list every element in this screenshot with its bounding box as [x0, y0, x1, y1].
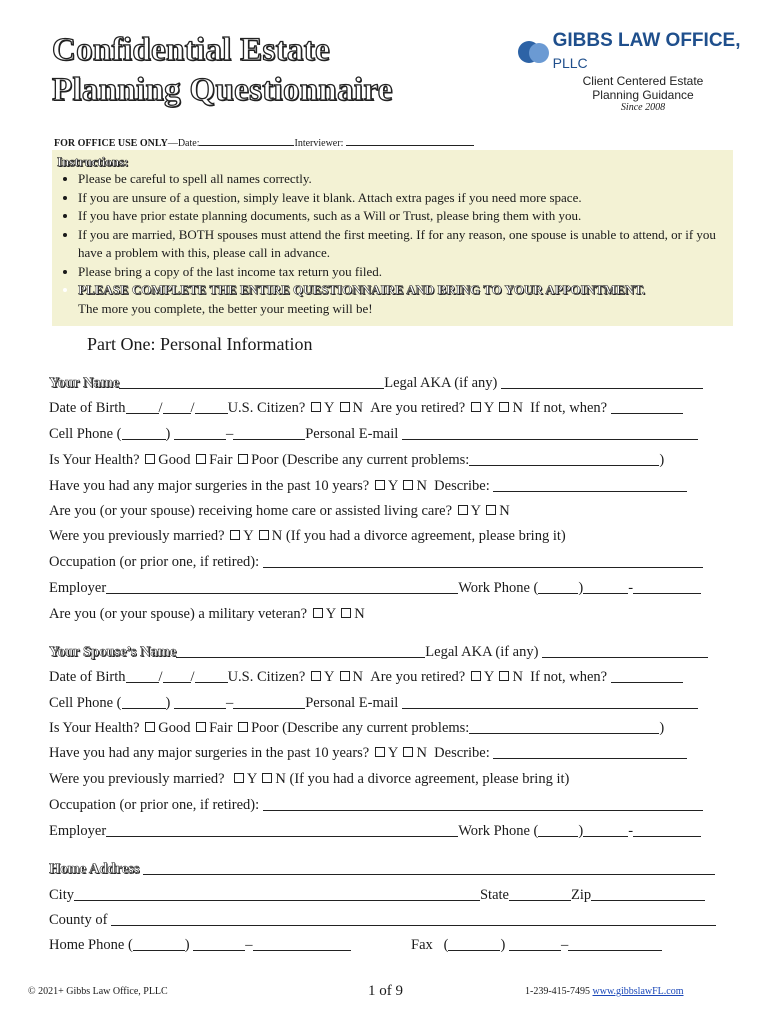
work-phone-label: Work Phone	[458, 580, 530, 596]
if-not-label: If not, when?	[530, 400, 608, 416]
spouse-health-good-checkbox[interactable]	[145, 722, 155, 732]
citizen-no-checkbox[interactable]	[340, 402, 350, 412]
divorce-note: (If you had a divorce agreement, please bring it)	[285, 528, 566, 544]
citizen-yes-checkbox[interactable]	[311, 402, 321, 412]
state-field[interactable]	[509, 886, 571, 901]
spouse-dob-year-field[interactable]	[195, 668, 228, 683]
retire-when-field[interactable]	[611, 399, 683, 414]
cell-area-field[interactable]	[122, 425, 166, 440]
logo-tagline-2: Planning Guidance	[592, 88, 694, 102]
spouse-divorce-note: (If you had a divorce agreement, please bring it)	[289, 771, 570, 787]
surgery-no-checkbox[interactable]	[403, 480, 413, 490]
dob-month-field[interactable]	[126, 399, 159, 414]
instruction-item: • If you are unsure of a question, simply leave it blank. Attach extra pages if you need more space.	[78, 189, 718, 208]
logo-name: GIBBS LAW OFFICE,	[552, 30, 741, 51]
spouse-surgery-describe-field[interactable]	[493, 744, 687, 759]
spouse-surgery-yes-checkbox[interactable]	[375, 747, 385, 757]
office-interviewer-label: Interviewer:	[294, 138, 344, 149]
spouse-married-label: Were you previously married?	[49, 771, 225, 787]
footer-phone: 1-239-415-7495	[525, 986, 590, 997]
office-use-line	[54, 136, 474, 149]
married-no-checkbox[interactable]	[259, 530, 269, 540]
veteran-no-checkbox[interactable]	[341, 608, 351, 618]
spouse-married-yes-checkbox[interactable]	[234, 773, 244, 783]
home-care-no-checkbox[interactable]	[486, 505, 496, 515]
county-label: County of	[49, 912, 108, 928]
instruction-item: • Please bring a copy of the last income tax return you filed.	[78, 263, 718, 282]
employer-label: Employer	[49, 580, 107, 596]
yes-label: Y	[483, 400, 494, 416]
employer-row: Employer Work Phone ( ) -	[49, 577, 729, 599]
aka-label: Legal AKA (if any)	[384, 375, 498, 391]
spouse-dob-label: Date of Birth	[49, 669, 126, 685]
spouse-cell-prefix-field[interactable]	[174, 694, 226, 709]
spouse-cell-area-field[interactable]	[122, 694, 166, 709]
spouse-aka-field[interactable]	[542, 643, 708, 658]
home-phone-area-field[interactable]	[133, 936, 185, 951]
county-row	[49, 909, 729, 931]
no-label: N	[416, 478, 427, 494]
fax-area-field[interactable]	[448, 936, 500, 951]
spouse-married-row	[49, 768, 729, 790]
spouse-email-field[interactable]	[402, 694, 698, 709]
fair-label: Fair	[209, 720, 233, 736]
spouse-work-line-field[interactable]	[633, 822, 701, 837]
city-field[interactable]	[74, 886, 480, 901]
document-title	[52, 30, 393, 110]
retired-yes-checkbox[interactable]	[471, 402, 481, 412]
spouse-health-label: Is Your Health?	[49, 720, 140, 736]
retired-label: Are you retired?	[370, 400, 466, 416]
cell-label: Cell Phone	[49, 426, 114, 442]
married-row	[49, 525, 729, 547]
firm-logo	[518, 30, 758, 113]
instruction-item-emphasis-text: PLEASE COMPLETE THE ENTIRE QUESTIONNAIRE AND BRING TO YOUR APPOINTMENT.	[78, 282, 646, 297]
your-name-field[interactable]	[119, 374, 384, 389]
veteran-row	[49, 603, 729, 625]
surgery-row	[49, 475, 729, 497]
instructions-title: Instructions:	[57, 154, 129, 169]
footer-copyright: © 2021+ Gibbs Law Office, PLLC	[28, 986, 168, 997]
home-phone-line-field[interactable]	[253, 936, 351, 951]
health-poor-checkbox[interactable]	[238, 454, 248, 464]
spouse-name-field[interactable]	[176, 643, 425, 658]
cell-prefix-field[interactable]	[174, 425, 226, 440]
email-field[interactable]	[402, 425, 698, 440]
footer-contact	[525, 986, 684, 997]
spouse-surgery-label: Have you had any major surgeries in the past 10 years?	[49, 745, 370, 761]
good-label: Good	[158, 720, 191, 736]
home-phone-prefix-field[interactable]	[193, 936, 245, 951]
cell-row: Cell Phone ( ) – Personal E-mail	[49, 423, 729, 445]
spouse-name-label: Your Spouse’s Name	[49, 644, 177, 660]
home-phone-label: Home Phone	[49, 937, 125, 953]
work-prefix-field[interactable]	[583, 579, 628, 594]
zip-label: Zip	[570, 887, 592, 903]
surgery-yes-checkbox[interactable]	[375, 480, 385, 490]
spouse-retire-when-field[interactable]	[611, 668, 683, 683]
no-label: N	[352, 400, 363, 416]
spouse-health-fair-checkbox[interactable]	[196, 722, 206, 732]
good-label: Good	[158, 452, 191, 468]
no-label: N	[512, 669, 523, 685]
yes-label: Y	[243, 528, 254, 544]
spouse-retired-yes-checkbox[interactable]	[471, 671, 481, 681]
no-label: N	[499, 503, 510, 519]
spouse-describe-label: Describe:	[434, 745, 490, 761]
married-yes-checkbox[interactable]	[230, 530, 240, 540]
cell-line-field[interactable]	[233, 425, 305, 440]
no-label: N	[271, 528, 283, 544]
fair-label: Fair	[209, 452, 233, 468]
instruction-item-sub: The more you complete, the better your meeting will be!	[78, 300, 373, 316]
spouse-citizen-yes-checkbox[interactable]	[311, 671, 321, 681]
instruction-item-emphasis	[78, 281, 718, 318]
title-line-1: Confidential Estate	[52, 32, 330, 68]
surgery-label: Have you had any major surgeries in the past 10 years?	[49, 478, 370, 494]
spouse-health-row: Is Your Health? Good Fair Poor (Describe any current problems: )	[49, 720, 665, 736]
county-field[interactable]	[111, 911, 716, 926]
home-care-yes-checkbox[interactable]	[458, 505, 468, 515]
yes-label: Y	[323, 400, 334, 416]
aka-field[interactable]	[501, 374, 703, 389]
state-label: State	[479, 887, 509, 903]
health-label: Is Your Health?	[49, 452, 140, 468]
city-row	[49, 884, 729, 906]
spouse-married-no-checkbox[interactable]	[262, 773, 272, 783]
your-name-label: Your Name	[49, 375, 120, 391]
work-area-field[interactable]	[538, 579, 578, 594]
yes-label: Y	[387, 478, 398, 494]
your-name-row	[49, 372, 729, 394]
no-label: N	[275, 771, 286, 787]
home-address-row	[49, 858, 729, 880]
dob-year-field[interactable]	[195, 399, 228, 414]
spouse-work-phone-label: Work Phone	[458, 823, 530, 839]
spouse-occupation-field[interactable]	[263, 796, 703, 811]
yes-label: Y	[483, 669, 494, 685]
fax-label: Fax	[411, 937, 433, 953]
spouse-employer-label: Employer	[49, 823, 107, 839]
fax-line-field[interactable]	[568, 936, 662, 951]
veteran-label: Are you (or your spouse) a military veteran?	[49, 606, 308, 622]
email-label: Personal E-mail	[305, 426, 399, 442]
health-describe-field[interactable]	[469, 451, 659, 466]
describe-label: Describe:	[434, 478, 490, 494]
yes-label: Y	[325, 606, 336, 622]
no-label: N	[416, 745, 427, 761]
instruction-item: • If you are married, BOTH spouses must attend the first meeting. If for any reason, one spouse is unable to attend, or if you have a problem with this, please call in advance.	[78, 226, 718, 263]
title-line-2: Planning Questionnaire	[52, 72, 393, 108]
spouse-cell-line-field[interactable]	[233, 694, 305, 709]
fax-prefix-field[interactable]	[509, 936, 561, 951]
zip-field[interactable]	[591, 886, 705, 901]
spouse-occupation-label: Occupation (or prior one, if retired):	[49, 797, 260, 813]
poor-label: Poor (Describe any current problems:	[251, 720, 470, 736]
no-label: N	[512, 400, 523, 416]
instruction-item: • If you have prior estate planning documents, such as a Will or Trust, please bring them with you.	[78, 207, 718, 226]
spouse-work-area-field[interactable]	[538, 822, 578, 837]
spouse-dob-row: Date of Birth / / U.S. Citizen? Y N Are you retired? Y N If not, when?	[49, 666, 729, 688]
citizen-label: U.S. Citizen?	[227, 400, 306, 416]
office-date-field[interactable]	[199, 136, 294, 146]
logo-suffix: PLLC	[552, 55, 588, 71]
poor-label: Poor (Describe any current problems:	[251, 452, 470, 468]
fax-group: Fax ( ) –	[411, 934, 662, 956]
spouse-aka-label: Legal AKA (if any)	[425, 644, 539, 660]
employer-field[interactable]	[106, 579, 458, 594]
spouse-cell-row: Cell Phone ( ) – Personal E-mail	[49, 692, 729, 714]
page-number: 1 of 9	[368, 983, 403, 999]
spouse-health-describe-field[interactable]	[469, 719, 659, 734]
spouse-email-label: Personal E-mail	[305, 695, 399, 711]
logo-mark-icon	[518, 39, 549, 65]
footer-website-link[interactable]: www.gibbslawFL.com	[592, 986, 684, 997]
spouse-employer-field[interactable]	[106, 822, 458, 837]
instructions-box	[52, 150, 733, 326]
home-address-label: Home Address	[49, 861, 140, 877]
part-one-heading: Part One: Personal Information	[87, 334, 313, 354]
spouse-retired-label: Are you retired?	[370, 669, 466, 685]
spouse-surgery-row	[49, 742, 729, 764]
no-label: N	[354, 606, 365, 622]
yes-label: Y	[323, 669, 334, 685]
home-care-label: Are you (or your spouse) receiving home care or assisted living care?	[49, 503, 453, 519]
spouse-citizen-no-checkbox[interactable]	[340, 671, 350, 681]
dob-label: Date of Birth	[49, 400, 126, 416]
spouse-retired-no-checkbox[interactable]	[499, 671, 509, 681]
office-date-label: —Date:	[167, 138, 200, 149]
spouse-work-prefix-field[interactable]	[583, 822, 628, 837]
work-line-field[interactable]	[633, 579, 701, 594]
veteran-yes-checkbox[interactable]	[313, 608, 323, 618]
married-label: Were you previously married?	[49, 528, 225, 544]
home-address-field[interactable]	[143, 860, 715, 875]
spouse-surgery-no-checkbox[interactable]	[403, 747, 413, 757]
health-row: Is Your Health? Good Fair Poor (Describe any current problems: )	[49, 452, 665, 468]
home-care-row	[49, 500, 729, 522]
health-fair-checkbox[interactable]	[196, 454, 206, 464]
dob-day-field[interactable]	[163, 399, 191, 414]
retired-no-checkbox[interactable]	[499, 402, 509, 412]
office-use-label: FOR OFFICE USE ONLY	[54, 138, 168, 149]
surgery-describe-field[interactable]	[493, 477, 687, 492]
city-label: City	[49, 887, 74, 903]
occupation-row	[49, 551, 729, 573]
instruction-item: • Please be careful to spell all names correctly.	[78, 170, 718, 189]
health-good-checkbox[interactable]	[145, 454, 155, 464]
yes-label: Y	[246, 771, 257, 787]
instructions-list	[60, 170, 718, 318]
spouse-dob-month-field[interactable]	[126, 668, 159, 683]
spouse-occupation-row	[49, 794, 729, 816]
occupation-label: Occupation (or prior one, if retired):	[49, 554, 260, 570]
yes-label: Y	[387, 745, 398, 761]
spouse-dob-day-field[interactable]	[163, 668, 191, 683]
dob-row: Date of Birth / / U.S. Citizen? Y N Are you retired? Y N If not, when?	[49, 397, 729, 419]
yes-label: Y	[470, 503, 481, 519]
spouse-if-not-label: If not, when?	[530, 669, 608, 685]
spouse-name-row	[49, 641, 729, 663]
spouse-cell-label: Cell Phone	[49, 695, 114, 711]
spouse-citizen-label: U.S. Citizen?	[227, 669, 306, 685]
occupation-field[interactable]	[263, 553, 703, 568]
logo-tagline-1: Client Centered Estate	[582, 74, 704, 88]
no-label: N	[352, 669, 363, 685]
home-phone-row: Home Phone ( ) – Fax ( ) –	[49, 934, 729, 956]
spouse-employer-row: Employer Work Phone ( ) -	[49, 820, 729, 842]
spouse-health-poor-checkbox[interactable]	[238, 722, 248, 732]
office-interviewer-field[interactable]	[346, 136, 474, 146]
logo-since: Since 2008	[620, 102, 666, 113]
